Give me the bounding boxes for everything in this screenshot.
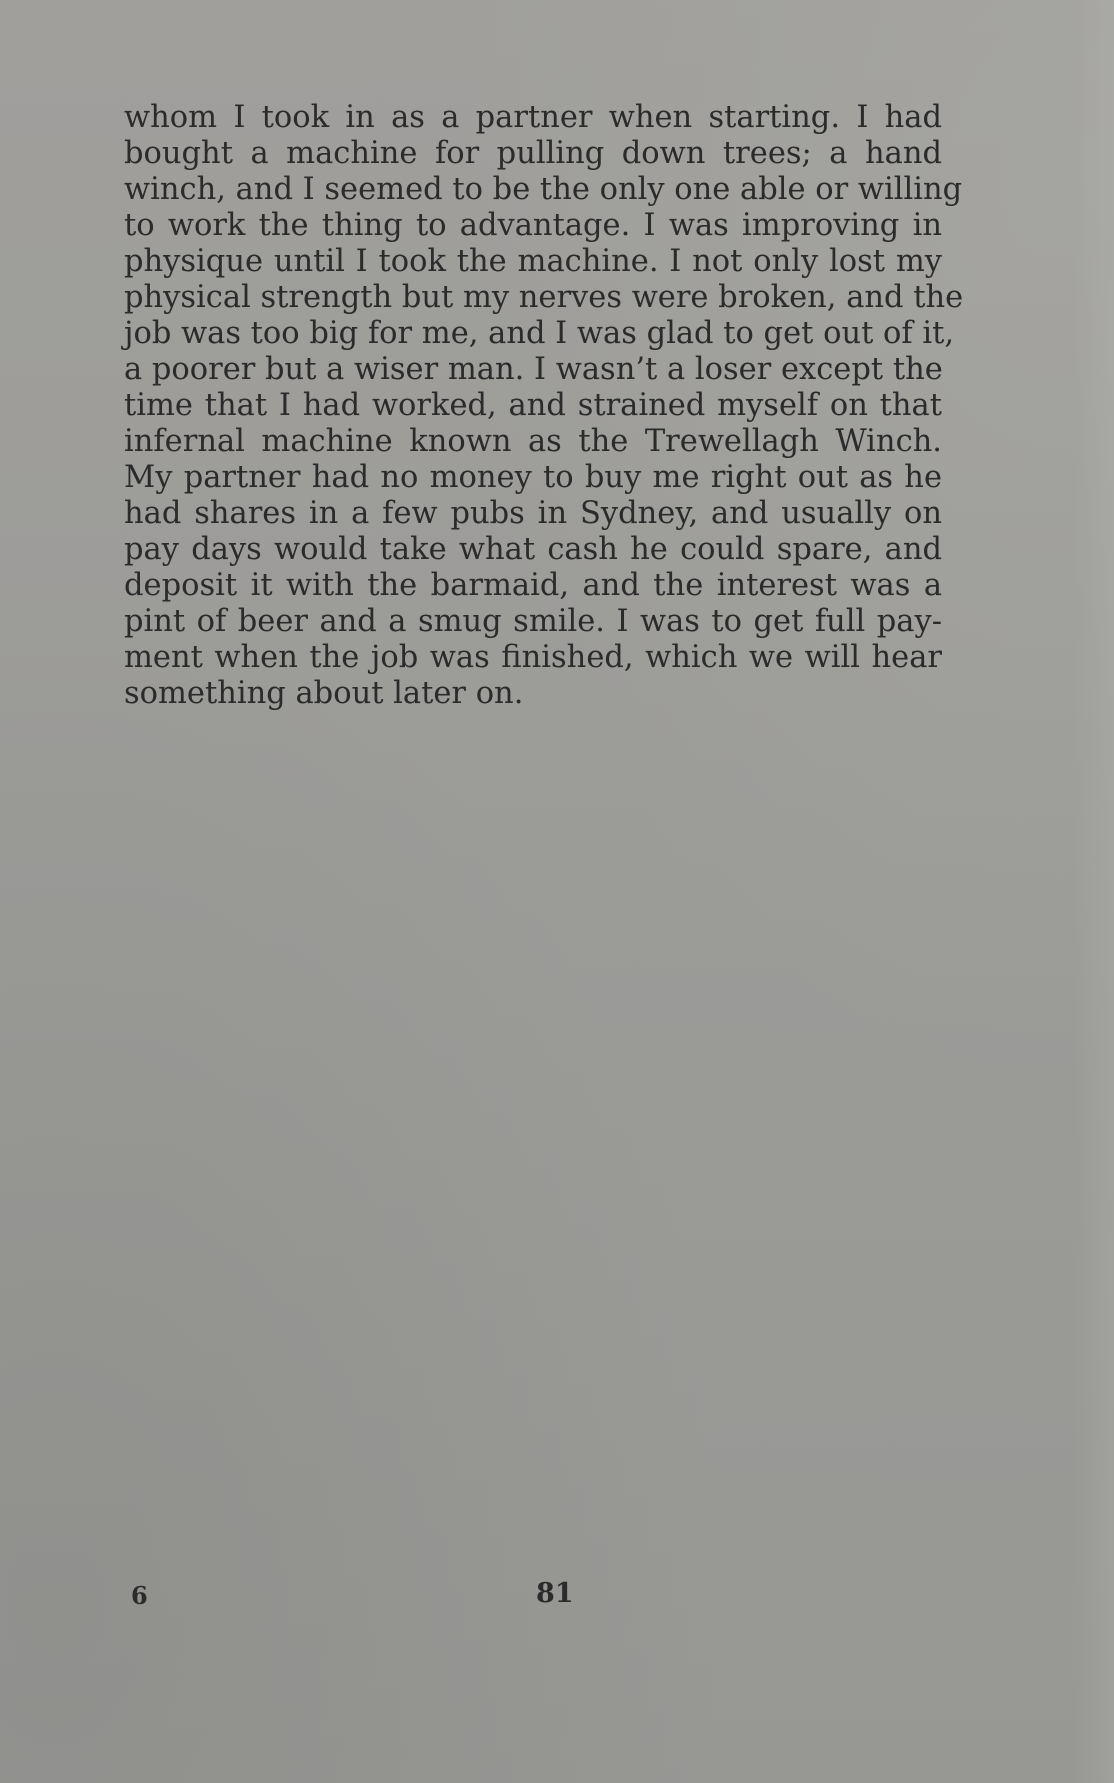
text-line: pay days would take what cash he could spare, and xyxy=(124,532,942,567)
text-line: job was too big for me, and I was glad to get out of it, xyxy=(124,316,955,351)
text-line-last: something about later on. xyxy=(124,676,524,711)
page-edge-shading xyxy=(1074,0,1114,1783)
text-line: had shares in a few pubs in Sydney, and usually on xyxy=(124,496,942,531)
page-number: 81 xyxy=(536,1578,574,1609)
text-line: physical strength but my nerves were broken, and the xyxy=(124,280,964,315)
text-line: pint of beer and a smug smile. I was to get full pay- xyxy=(124,604,942,639)
text-line: infernal machine known as the Trewellagh Winch. xyxy=(124,424,942,459)
body-text xyxy=(124,100,964,712)
signature-mark: 6 xyxy=(131,1581,148,1610)
text-line: time that I had worked, and strained myself on that xyxy=(124,388,942,423)
text-line: bought a machine for pulling down trees; a hand xyxy=(124,136,942,171)
text-line: ment when the job was finished, which we will hear xyxy=(124,640,942,675)
text-line: winch, and I seemed to be the only one able or willing xyxy=(124,172,963,207)
text-line: to work the thing to advantage. I was improving in xyxy=(124,208,942,243)
text-line: whom I took in as a partner when starting. I had xyxy=(124,100,942,135)
text-line: physique until I took the machine. I not only lost my xyxy=(124,244,942,279)
text-line: deposit it with the barmaid, and the interest was a xyxy=(124,568,942,603)
text-line: My partner had no money to buy me right out as he xyxy=(124,460,942,495)
text-line: a poorer but a wiser man. I wasn’t a loser except the xyxy=(124,352,943,387)
